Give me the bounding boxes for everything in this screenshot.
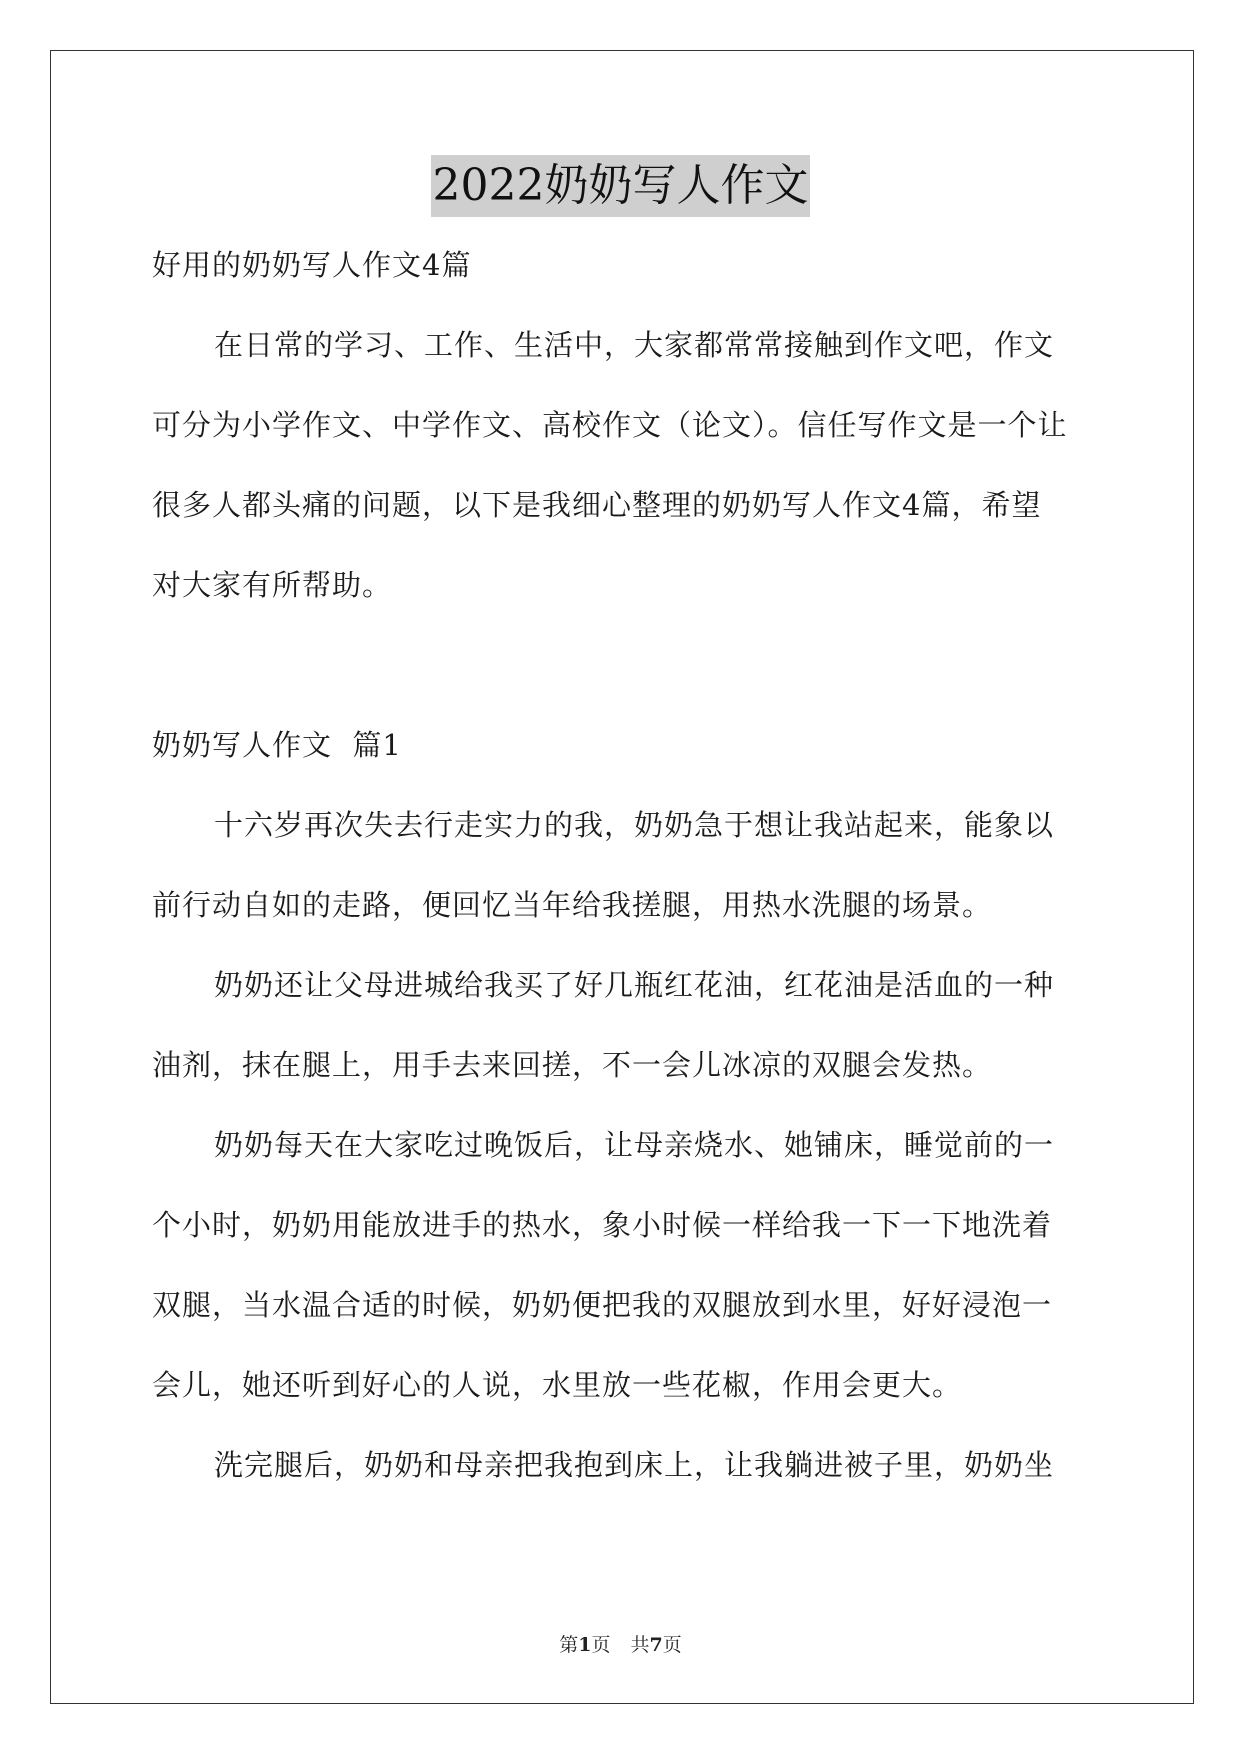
text-line: 会儿，她还听到好心的人说，水里放一些花椒，作用会更大。	[152, 1368, 963, 1402]
text-line: 油剂，抹在腿上，用手去来回搓，不一会儿冰凉的双腿会发热。	[152, 1048, 993, 1082]
text-line: 洗完腿后，奶奶和母亲把我抱到床上，让我躺进被子里，奶奶坐	[214, 1448, 1055, 1482]
paragraph	[152, 1105, 1096, 1425]
page-prefix: 第	[559, 1634, 579, 1656]
text-line: 很多人都头痛的问题，以下是我细心整理的奶奶写人作文4篇，希望	[152, 488, 1042, 522]
text-line: 在日常的学习、工作、生活中，大家都常常接触到作文吧，作文	[214, 328, 1055, 362]
blank-line	[152, 625, 1096, 705]
text-line: 奶奶还让父母进城给我买了好几瓶红花油，红花油是活血的一种	[214, 968, 1055, 1002]
intro-paragraph	[152, 305, 1096, 625]
page-footer	[0, 1630, 1241, 1657]
paragraph	[152, 785, 1096, 945]
page-suffix: 页	[591, 1634, 611, 1656]
section-heading: 奶奶写人作文 篇1	[152, 728, 402, 762]
total-prefix: 共	[630, 1634, 650, 1656]
paragraph	[152, 1425, 1096, 1505]
text-line: 奶奶每天在大家吃过晚饭后，让母亲烧水、她铺床，睡觉前的一	[214, 1128, 1055, 1162]
text-line: 可分为小学作文、中学作文、高校作文（论文）。信任写作文是一个让	[152, 408, 1068, 442]
paragraph	[152, 945, 1096, 1105]
text-line: 双腿，当水温合适的时候，奶奶便把我的双腿放到水里，好好浸泡一	[152, 1288, 1053, 1322]
text-line: 十六岁再次失去行走实力的我，奶奶急于想让我站起来，能象以	[214, 808, 1055, 842]
text-line: 前行动自如的走路，便回忆当年给我搓腿，用热水洗腿的场景。	[152, 888, 993, 922]
page-total: 7	[649, 1634, 663, 1656]
document-body	[152, 225, 1096, 1505]
total-suffix: 页	[662, 1634, 682, 1656]
text-line: 个小时，奶奶用能放进手的热水，象小时候一样给我一下一下地洗着	[152, 1208, 1053, 1242]
document-subtitle: 好用的奶奶写人作文4篇	[152, 248, 472, 282]
page-current: 1	[578, 1634, 592, 1656]
title-container	[0, 155, 1241, 217]
document-title: 2022奶奶写人作文	[431, 155, 811, 217]
text-line: 对大家有所帮助。	[152, 568, 393, 602]
